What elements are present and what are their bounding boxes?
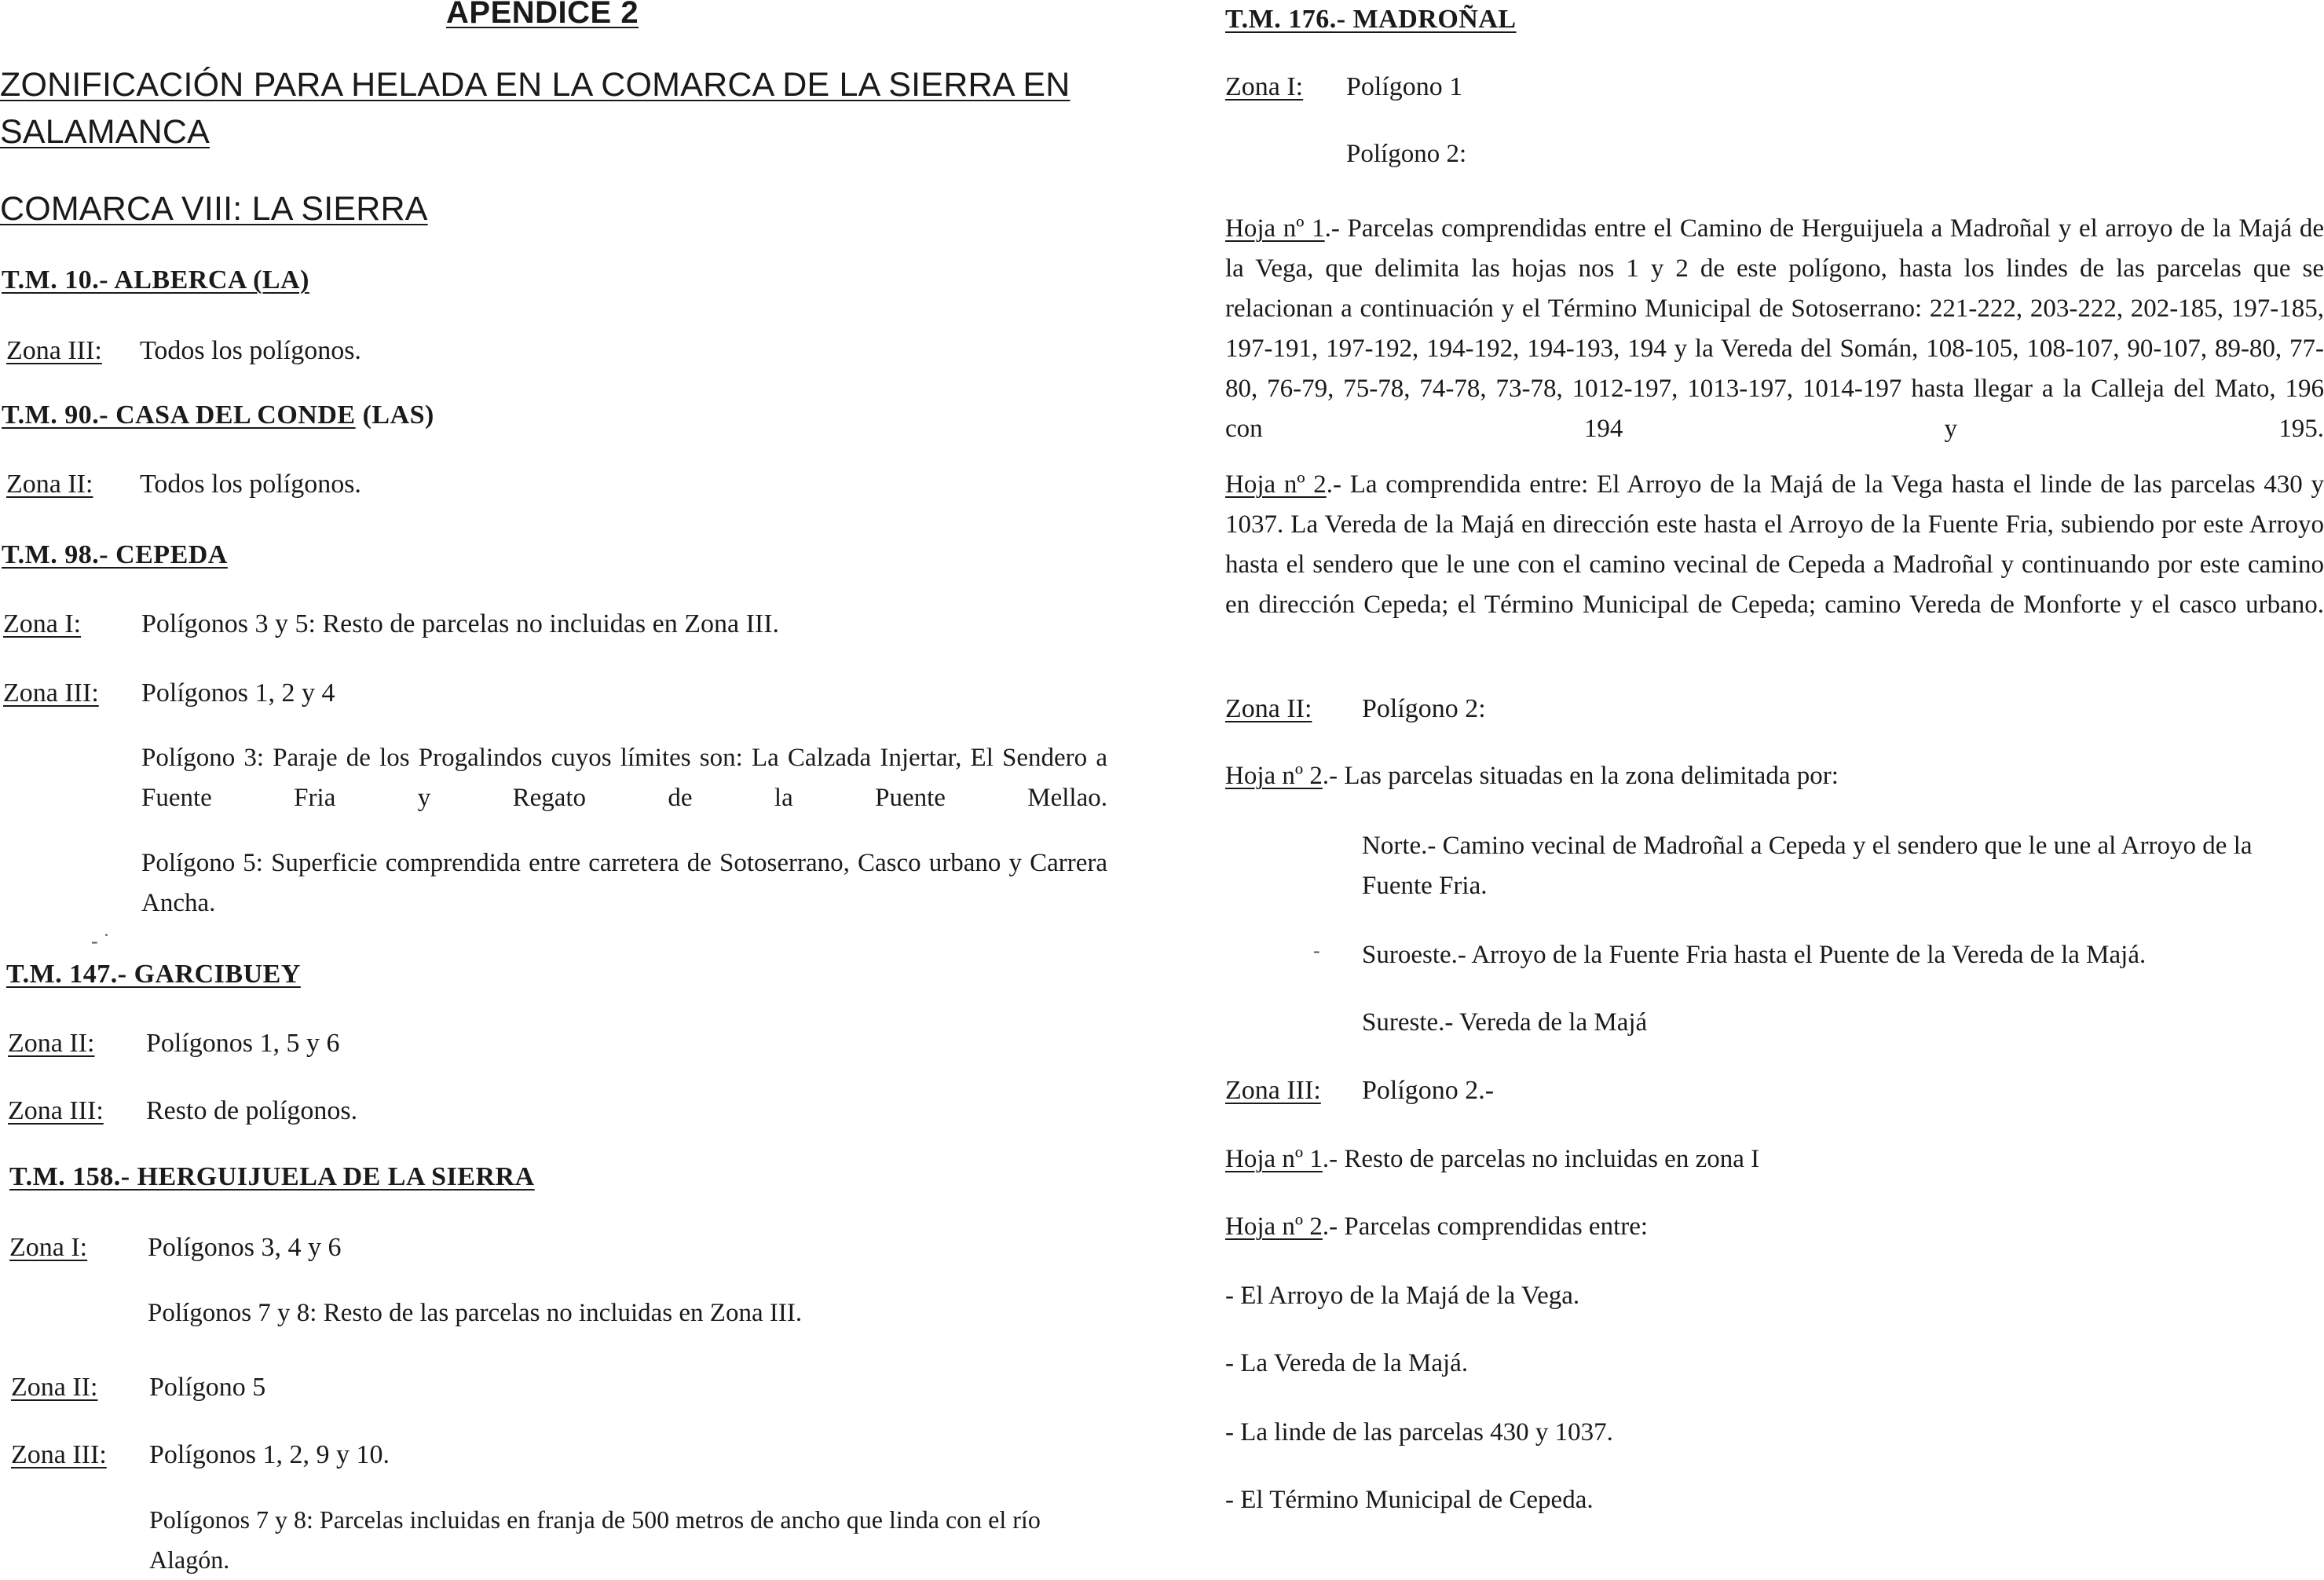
madronal-hoja2-paragraph (1225, 465, 2324, 665)
section-title-alberca (2, 265, 309, 295)
section-title-casa-del-conde (2, 400, 434, 430)
herguijuela-poligonos-7-8-line: Polígonos 7 y 8: Resto de las parcelas no incluidas en Zona III. (148, 1299, 803, 1327)
list-item: - La linde de las parcelas 430 y 1037. (1225, 1418, 1613, 1447)
section-title-garcibuey (6, 960, 301, 989)
zona-row-garcibuey-2 (8, 1029, 340, 1059)
zona-row-casa-del-conde (6, 470, 361, 499)
hoja-text: .- Resto de parcelas no incluidas en zona I (1322, 1145, 1760, 1173)
zona-label: Zona II: (1225, 694, 1312, 723)
hoja-text: .- Las parcelas situadas en la zona delimitada por: (1322, 762, 1839, 790)
zona-value: Polígonos 1, 5 y 6 (146, 1029, 340, 1058)
zona-row-madronal-3 (1225, 1076, 1495, 1106)
zona-value: Todos los polígonos. (140, 470, 361, 499)
madronal-poligono2-line: Polígono 2: (1346, 140, 1467, 168)
madronal-suroeste-line: Suroeste.- Arroyo de la Fuente Fria hasta el Puente de la Vereda de la Majá. (1362, 941, 2146, 969)
section-title-text: T.M. 10.- ALBERCA (LA) (2, 265, 309, 294)
section-title-cepeda (2, 540, 228, 570)
zona-label: Zona I: (3, 609, 82, 638)
zona-row-herguijuela-2 (11, 1373, 266, 1403)
list-item: - El Término Municipal de Cepeda. (1225, 1486, 1594, 1514)
zona-label: Zona III: (8, 1096, 104, 1125)
zona-label: Zona III: (1225, 1076, 1321, 1105)
zona-value: Resto de polígonos. (146, 1096, 358, 1125)
hoja-text: .- Parcelas comprendidas entre el Camino de Herguijuela a Madroñal y el arroyo de la Majá de la Vega, que delimita las hojas nos 1 y 2 de este polígono, hasta los lindes de las parcelas que se relacionan a continuación y el Término Municipal de Sotoserrano: 221-222, 203-222, 202-185, 197-185, 197-191, 197-192, 194-192, 194-193, 194 y la Vereda del Somán, 108-105, 108-107, 90-107, 89-80, 77-80, 76-79, 75-78, 74-78, 73-78, 1012-197, 1013-197, 1014-197 hasta llegar a la Calleja del Mato, 196 con 194 y 195. (1225, 214, 2324, 443)
zona-value: Polígono 1 (1346, 72, 1463, 101)
cepeda-poligono5-paragraph: Polígono 5: Superficie comprendida entre carretera de Sotoserrano, Casco urbano y Carrera Ancha. (141, 849, 1107, 917)
section-title-herguijuela (9, 1162, 535, 1192)
appendix-title: APENDICE 2 (446, 0, 639, 30)
zona-value: Polígonos 3, 4 y 6 (148, 1233, 342, 1262)
zona-value: Polígonos 3 y 5: Resto de parcelas no incluidas en Zona III. (141, 609, 780, 638)
zona-label: Zona II: (6, 470, 93, 499)
hoja-label: Hoja nº 2 (1225, 470, 1327, 499)
hoja-text: .- Parcelas comprendidas entre: (1322, 1212, 1649, 1241)
section-title-text: T.M. 158.- HERGUIJUELA DE LA SIERRA (9, 1162, 535, 1191)
madronal-hoja1-paragraph (1225, 209, 2324, 489)
herguijuela-franja-paragraph: Polígonos 7 y 8: Parcelas incluidas en franja de 500 metros de ancho que linda con el río Alagón. (149, 1505, 1041, 1574)
zona-value: Todos los polígonos. (140, 336, 361, 365)
zona-value: Polígonos 1, 2 y 4 (141, 678, 335, 708)
section-title-suffix: (LAS) (355, 400, 434, 430)
section-title-text: T.M. 176.- MADROÑAL (1225, 5, 1517, 34)
zona-label: Zona I: (1225, 72, 1304, 101)
section-title-madronal (1225, 5, 1517, 35)
madronal-hoja2-zona3-line (1225, 1212, 1648, 1242)
madronal-sureste-line: Sureste.- Vereda de la Majá (1362, 1008, 1648, 1037)
zona-row-cepeda-1 (3, 609, 780, 639)
zona-row-garcibuey-3 (8, 1096, 358, 1126)
hoja-text: .- La comprendida entre: El Arroyo de la Majá de la Vega hasta el linde de las parcelas 430 y 1037. La Vereda de la Majá en dirección este hasta el Arroyo de la Fuente Fria, subiendo por este Arroyo hasta el sendero que le une con el camino vecinal de Cepeda a Madroñal y continuando por este camino en dirección Cepeda; el Término Municipal de Cepeda; camino Vereda de Monforte y el casco urbano. (1225, 470, 2324, 619)
zona-label: Zona II: (8, 1029, 95, 1058)
section-title-text: T.M. 147.- GARCIBUEY (6, 960, 301, 989)
zona-row-madronal-1 (1225, 72, 1463, 102)
zona-row-madronal-2 (1225, 694, 1486, 724)
main-heading: ZONIFICACIÓN PARA HELADA EN LA COMARCA DE LA SIERRA EN SALAMANCA (0, 66, 1071, 151)
scan-speck: - (1313, 939, 1320, 962)
zona-label: Zona II: (11, 1373, 98, 1402)
zona-row-alberca (6, 336, 361, 366)
madronal-hoja1-zona3-line (1225, 1145, 1759, 1174)
zona-value: Polígono 5 (149, 1373, 266, 1402)
zona-row-herguijuela-1 (9, 1233, 342, 1263)
zona-label: Zona I: (9, 1233, 88, 1262)
madronal-norte-paragraph: Norte.- Camino vecinal de Madroñal a Cepeda y el sendero que le une al Arroyo de la Fuente Fria. (1362, 832, 2253, 900)
zona-row-cepeda-3 (3, 678, 335, 708)
zona-value: Polígonos 1, 2, 9 y 10. (149, 1440, 390, 1469)
zona-value: Polígono 2: (1362, 694, 1486, 723)
hoja-label: Hoja nº 2 (1225, 1212, 1323, 1241)
hoja-label: Hoja nº 1 (1225, 214, 1325, 243)
cepeda-poligono3-paragraph: Polígono 3: Paraje de los Progalindos cuyos límites son: La Calzada Injertar, El Sendero a Fuente Fria y Regato de la Puente Mellao. (141, 744, 1107, 812)
zona-row-herguijuela-3 (11, 1440, 390, 1470)
section-title-text: T.M. 98.- CEPEDA (2, 540, 228, 569)
section-title-text: T.M. 90.- CASA DEL CONDE (2, 400, 356, 430)
comarca-heading: COMARCA VIII: LA SIERRA (0, 190, 428, 228)
zona-label: Zona III: (6, 336, 102, 365)
zona-label: Zona III: (11, 1440, 107, 1469)
scan-speck: - ˙ (91, 930, 110, 953)
list-item: - El Arroyo de la Majá de la Vega. (1225, 1282, 1580, 1310)
hoja-label: Hoja nº 1 (1225, 1145, 1323, 1173)
zona-value: Polígono 2.- (1362, 1076, 1495, 1105)
list-item: - La Vereda de la Majá. (1225, 1349, 1469, 1377)
hoja-label: Hoja nº 2 (1225, 762, 1323, 790)
madronal-hoja2-zona2-line (1225, 762, 1839, 791)
zona-label: Zona III: (3, 678, 99, 708)
